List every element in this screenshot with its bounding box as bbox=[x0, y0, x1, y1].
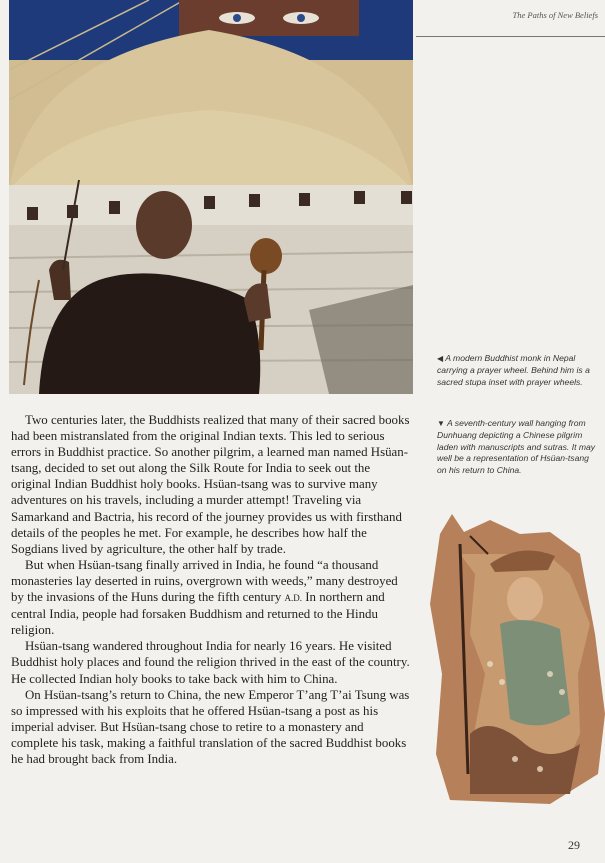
caption-arrow-down-icon: ▼ bbox=[437, 419, 445, 428]
hanging-caption bbox=[437, 418, 597, 477]
paragraph: But when Hsüan-tsang finally arrived in India, he found “a thousand monasteries lay deserted in ruins, overgrown with weeds,” many destroyed by the invasions of the Huns during the fifth century A.D. In northern and central India, people had forsaken Buddhism and returned to the Hindu religion. bbox=[11, 557, 398, 638]
era-abbreviation: A.D. bbox=[284, 593, 303, 604]
header-rule bbox=[416, 36, 605, 37]
caption-text: A modern Buddhist monk in Nepal carrying a prayer wheel. Behind him is a sacred stupa inset with prayer wheels. bbox=[437, 353, 590, 387]
article-body bbox=[11, 412, 411, 767]
pilgrim-wall-hanging-image bbox=[430, 514, 605, 804]
monk-photo bbox=[9, 0, 413, 394]
paragraph: Hsüan-tsang wandered throughout India for nearly 16 years. He visited Buddhist holy places and found the religion thrived in the east of the country. He collected Indian holy books to take back with him to China. bbox=[11, 639, 410, 686]
photo-caption bbox=[437, 353, 597, 388]
caption-arrow-left-icon: ◀ bbox=[437, 354, 444, 363]
page-number: 29 bbox=[568, 838, 580, 852]
running-head: The Paths of New Beliefs bbox=[512, 10, 598, 20]
paragraph: Two centuries later, the Buddhists realized that many of their sacred books had been mistranslated from the original Indian texts. This led to serious errors in Buddhist practice. So another pilgrim, a learned man named Hsüan-tsang, decided to set out along the Silk Route for India to seek out the original Indian Buddhist holy books. Hsüan-tsang was to survive many adventures on his travels, including a murder attempt! Traveling via Samarkand and Bactria, his record of the journey provides us with firsthand details of the peoples he met. For example, he describes how half the Sogdians lived by agriculture, the other half by trade. bbox=[11, 413, 410, 556]
caption-text: A seventh-century wall hanging from Dunhuang depicting a Chinese pilgrim laden with manuscripts and sutras. It may well be a representation of Hsüan-tsang on his return to China. bbox=[437, 418, 596, 476]
paragraph: On Hsüan-tsang’s return to China, the new Emperor T’ang T’ai Tsung was so impressed with his exploits that he offered Hsüan-tsang a post as his imperial adviser. But Hsüan-tsang chose to retire to a monastery and complete his task, making a faithful translation of the sacred Buddhist books he had brought back from India. bbox=[11, 687, 410, 766]
